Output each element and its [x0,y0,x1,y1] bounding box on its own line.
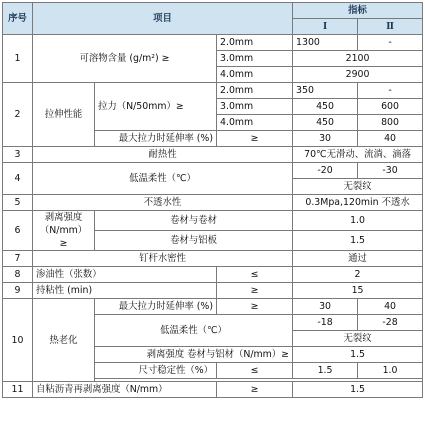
row-no: 5 [3,195,33,211]
cell-i: 450 [293,115,358,131]
table-row [3,283,423,299]
table-row [3,382,423,398]
cell-i: 30 [293,131,358,147]
row-op: ≤ [217,363,293,379]
row-sub: 3.0mm [217,51,293,67]
row-no: 8 [3,267,33,283]
header-item: 项目 [33,3,293,35]
cell-i: 350 [293,83,358,99]
cell-ii: - [358,83,423,99]
cell-value: 通过 [293,251,423,267]
cell-i: 1.5 [293,363,358,379]
row-label: 热老化 [33,299,95,382]
row-label [33,211,95,251]
row-op: ≥ [217,131,293,147]
row-sublabel: 拉力（N/50mm）≥ [95,83,217,131]
cell-value: 1.0 [293,211,423,231]
row-sublabel: 最大拉力时延伸率 (%) [95,131,217,147]
cell-ii: - [358,35,423,51]
cell-i: -18 [293,315,358,331]
cell-ii: -28 [358,315,423,331]
row-label: 持粘性 (min) [33,283,217,299]
row-sublabel: 剥离强度 卷材与铝材（N/mm）≥ [95,347,293,363]
row-sub: 卷材与卷材 [95,211,293,231]
row-op: ≥ [217,299,293,315]
row-label: 可溶物含量 (g/m²) ≥ [33,35,217,83]
row-label: 钉杆水密性 [33,251,293,267]
cell-note: 无裂纹 [293,331,423,347]
cell-ii: 40 [358,299,423,315]
row-no: 9 [3,283,33,299]
cell-both: 2900 [293,67,423,83]
row-label-line: 剥离强度 [44,212,83,223]
header-spec-i: I [293,19,358,35]
row-label-line: ≥ [59,238,68,249]
table-row [3,147,423,163]
cell-value: 0.3Mpa,120min 不透水 [293,195,423,211]
row-label: 不透水性 [33,195,293,211]
cell-value: 1.5 [293,382,423,398]
cell-ii: 600 [358,99,423,115]
row-sub: 卷材与铝板 [95,231,293,251]
row-op: ≥ [217,382,293,398]
header-spec: 指标 [293,3,423,19]
row-no: 3 [3,147,33,163]
table-row [3,251,423,267]
table-row [3,35,423,51]
table-row [3,163,423,179]
row-sublabel: 低温柔性（℃） [95,315,293,347]
row-op: ≥ [217,283,293,299]
row-sublabel: 最大拉力时延伸率 (%) [95,299,217,315]
row-label: 低温柔性（℃） [33,163,293,195]
cell-ii: -30 [358,163,423,179]
cell-i: 1300 [293,35,358,51]
cell-i: 30 [293,299,358,315]
table-row [3,299,423,315]
cell-value: 70℃无滑动、流淌、滴落 [293,147,423,163]
cell-note: 无裂纹 [293,179,423,195]
header-no: 序号 [3,3,33,35]
row-no: 11 [3,382,33,398]
cell-i: 450 [293,99,358,115]
row-no: 6 [3,211,33,251]
cell-ii: 40 [358,131,423,147]
row-sub: 2.0mm [217,83,293,99]
header-row [3,3,423,19]
row-no: 4 [3,163,33,195]
row-sublabel: 尺寸稳定性（%） [95,363,217,379]
cell-i: -20 [293,163,358,179]
row-sub: 4.0mm [217,67,293,83]
row-label: 渗油性（张数） [33,267,217,283]
row-label: 耐热性 [33,147,293,163]
table-row [3,211,423,231]
cell-value: 1.5 [293,347,423,363]
cell-ii: 800 [358,115,423,131]
cell-value: 1.5 [293,231,423,251]
cell-value: 15 [293,283,423,299]
row-no: 7 [3,251,33,267]
row-sub: 2.0mm [217,35,293,51]
spec-table [2,2,423,398]
row-label: 自粘沥青再剥离强度（N/mm） [33,382,217,398]
table-row [3,267,423,283]
row-no: 2 [3,83,33,147]
row-sub: 4.0mm [217,115,293,131]
row-sub: 3.0mm [217,99,293,115]
row-label: 拉伸性能 [33,83,95,147]
table-row [3,195,423,211]
cell-both: 2100 [293,51,423,67]
row-op: ≤ [217,267,293,283]
cell-value: 2 [293,267,423,283]
table-row [3,83,423,99]
row-no: 1 [3,35,33,83]
header-spec-ii: Ⅱ [358,19,423,35]
row-no: 10 [3,299,33,382]
row-label-line: （N/mm） [39,225,88,236]
cell-ii: 1.0 [358,363,423,379]
